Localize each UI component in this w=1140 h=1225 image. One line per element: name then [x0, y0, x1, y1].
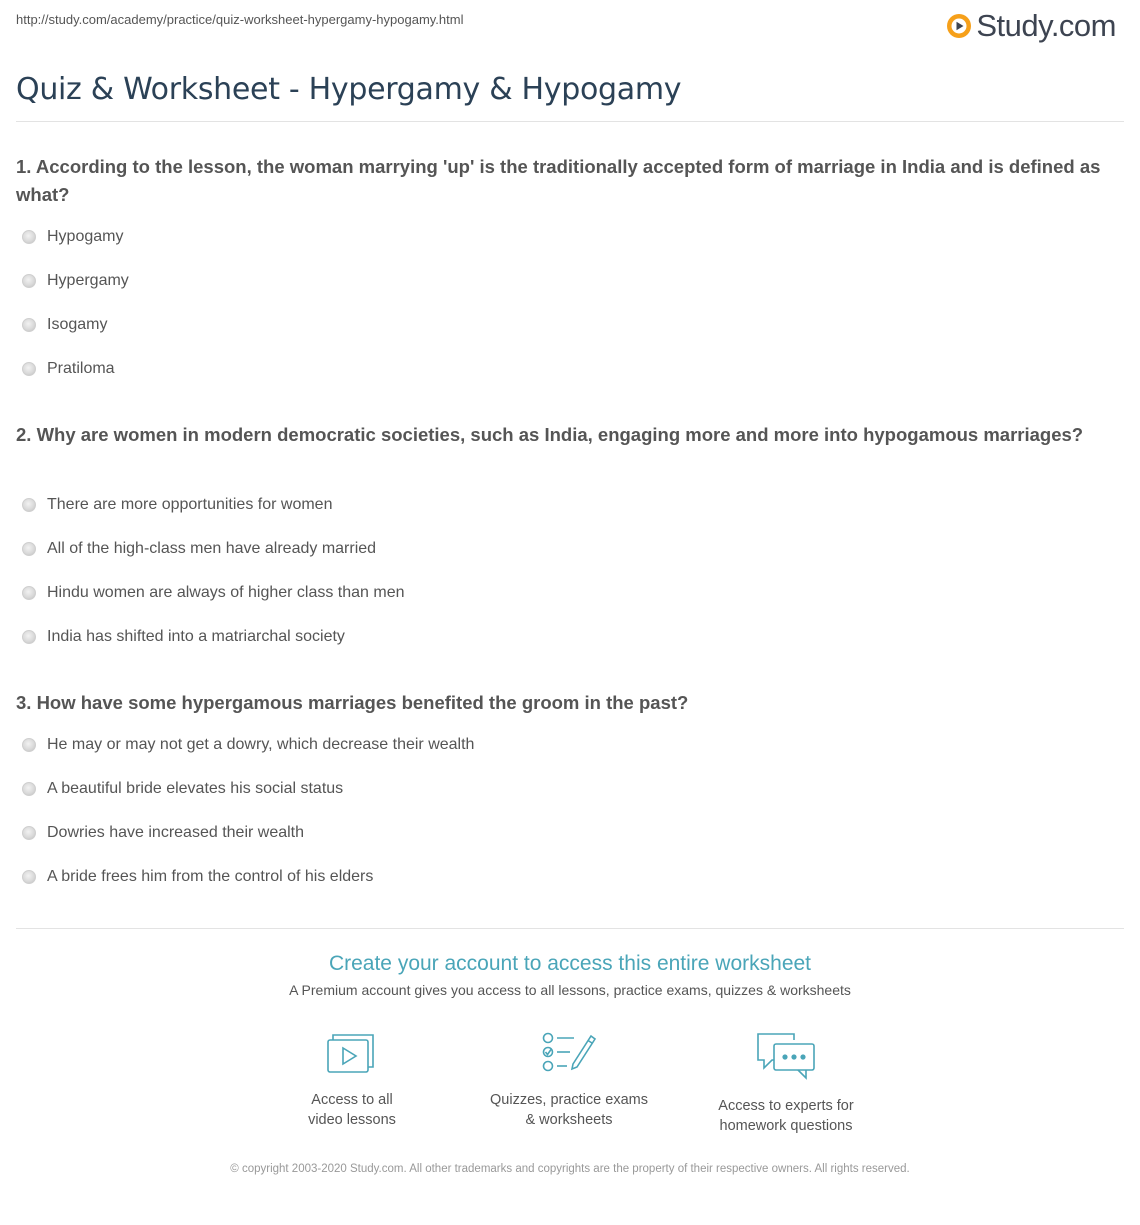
create-account-link[interactable]: Create your account to access this entire worksheet [328, 952, 812, 975]
radio-button[interactable] [22, 274, 36, 288]
feature-experts [686, 1030, 886, 1136]
question-2: 2. Why are women in modern democratic societies, such as India, engaging more and more into hypogamous marriages? [16, 424, 1084, 445]
question-1: 1. According to the lesson, the woman marrying 'up' is the traditionally accepted form of marriage in India and is defined as what? [16, 156, 1101, 205]
video-lessons-icon [324, 1030, 380, 1076]
radio-button[interactable] [22, 230, 36, 244]
q1-option-3[interactable] [22, 316, 107, 334]
option-label: Hypogamy [47, 228, 124, 245]
play-circle-logo-icon [946, 13, 972, 39]
option-label: Pratiloma [47, 360, 115, 377]
option-label: Dowries have increased their wealth [47, 824, 305, 841]
option-label: Isogamy [47, 316, 108, 333]
cta-divider [16, 928, 1124, 929]
radio-button[interactable] [22, 362, 36, 376]
option-label: He may or may not get a dowry, which decrease their wealth [47, 736, 475, 753]
q1-option-1[interactable] [22, 228, 123, 246]
radio-button[interactable] [22, 870, 36, 884]
title-divider [16, 121, 1124, 122]
option-label: There are more opportunities for women [47, 496, 333, 513]
feature-label-line: video lessons [308, 1112, 396, 1128]
feature-label-line: Access to all [311, 1092, 393, 1108]
radio-button[interactable] [22, 498, 36, 512]
top-bar [16, 8, 1124, 43]
page-url: http://study.com/academy/practice/quiz-worksheet-hypergamy-hypogamy.html [16, 12, 464, 27]
quiz-checklist-icon [540, 1030, 598, 1076]
radio-button[interactable] [22, 826, 36, 840]
chat-bubbles-icon [754, 1030, 818, 1082]
q2-option-4[interactable] [22, 628, 345, 646]
option-label: A bride frees him from the control of his elders [47, 868, 374, 885]
option-label: Hindu women are always of higher class than men [47, 584, 405, 601]
q3-option-2[interactable] [22, 780, 343, 798]
feature-quizzes [469, 1030, 669, 1130]
q3-option-1[interactable] [22, 736, 474, 754]
feature-video-lessons [252, 1030, 452, 1130]
option-label: Hypergamy [47, 272, 129, 289]
q2-option-2[interactable] [22, 540, 376, 558]
cta-subtitle: A Premium account gives you access to all lessons, practice exams, quizzes & worksheets [289, 982, 851, 998]
radio-button[interactable] [22, 586, 36, 600]
option-label: India has shifted into a matriarchal society [47, 628, 345, 645]
q2-option-3[interactable] [22, 584, 405, 602]
feature-label-line: Access to experts for [718, 1098, 854, 1114]
q1-option-2[interactable] [22, 272, 129, 290]
study-logo[interactable] [946, 10, 1116, 41]
page-title: Quiz & Worksheet - Hypergamy & Hypogamy [16, 72, 682, 107]
radio-button[interactable] [22, 542, 36, 556]
option-label: All of the high-class men have already married [47, 540, 377, 557]
feature-label-line: homework questions [719, 1118, 853, 1134]
logo-text: Study.com [976, 8, 1116, 43]
feature-label-line: Quizzes, practice exams [490, 1092, 648, 1108]
q1-option-4[interactable] [22, 360, 115, 378]
radio-button[interactable] [22, 318, 36, 332]
q3-option-4[interactable] [22, 868, 373, 886]
option-label: A beautiful bride elevates his social status [47, 780, 344, 797]
footer-copyright: © copyright 2003-2020 Study.com. All other trademarks and copyrights are the property of their respective owners. All rights reserved. [230, 1163, 910, 1175]
feature-label-line: & worksheets [525, 1112, 613, 1128]
question-3: 3. How have some hypergamous marriages benefited the groom in the past? [16, 692, 689, 713]
q3-option-3[interactable] [22, 824, 304, 842]
radio-button[interactable] [22, 782, 36, 796]
q2-option-1[interactable] [22, 496, 332, 514]
radio-button[interactable] [22, 738, 36, 752]
radio-button[interactable] [22, 630, 36, 644]
